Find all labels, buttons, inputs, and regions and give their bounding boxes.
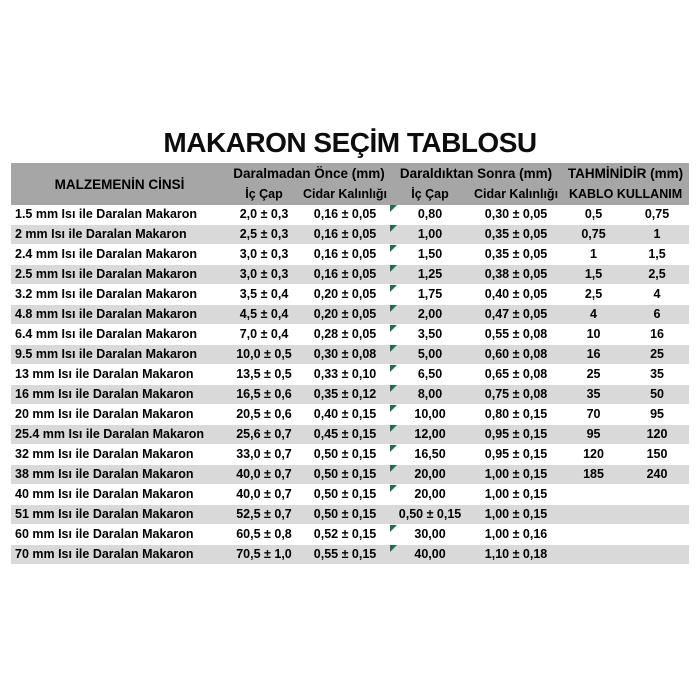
wall-thickness-after-cell: 0,38 ± 0,05 bbox=[470, 265, 562, 285]
cable-usage-min-cell: 0,5 bbox=[562, 205, 625, 225]
table-row bbox=[11, 205, 689, 225]
material-cell: 6.4 mm Isı ile Daralan Makaron bbox=[11, 325, 228, 345]
wall-thickness-before-cell: 0,50 ± 0,15 bbox=[300, 505, 390, 525]
wall-thickness-before-cell: 0,33 ± 0,10 bbox=[300, 365, 390, 385]
inner-dia-after-cell: 0,80 bbox=[390, 205, 470, 225]
wall-thickness-before-cell: 0,45 ± 0,15 bbox=[300, 425, 390, 445]
table-row bbox=[11, 365, 689, 385]
inner-dia-before-cell: 16,5 ± 0,6 bbox=[228, 385, 300, 405]
cable-usage-min-cell: 120 bbox=[562, 445, 625, 465]
inner-dia-after-cell: 10,00 bbox=[390, 405, 470, 425]
cable-usage-min-cell: 16 bbox=[562, 345, 625, 365]
wall-thickness-after-cell: 0,95 ± 0,15 bbox=[470, 445, 562, 465]
cable-usage-min-cell: 95 bbox=[562, 425, 625, 445]
wall-thickness-after-cell: 1,10 ± 0,18 bbox=[470, 545, 562, 565]
cable-usage-max-cell: 25 bbox=[625, 345, 689, 365]
inner-dia-after-cell: 40,00 bbox=[390, 545, 470, 565]
inner-dia-after-cell: 3,50 bbox=[390, 325, 470, 345]
inner-dia-after-cell: 12,00 bbox=[390, 425, 470, 445]
wall-thickness-after-cell: 0,40 ± 0,05 bbox=[470, 285, 562, 305]
cable-usage-max-cell: 2,5 bbox=[625, 265, 689, 285]
wall-thickness-before-cell: 0,52 ± 0,15 bbox=[300, 525, 390, 545]
wall-thickness-before-cell: 0,40 ± 0,15 bbox=[300, 405, 390, 425]
inner-dia-before-cell: 3,5 ± 0,4 bbox=[228, 285, 300, 305]
material-cell: 9.5 mm Isı ile Daralan Makaron bbox=[11, 345, 228, 365]
col-header-inner-dia-before: İç Çap bbox=[228, 184, 300, 205]
inner-dia-after-cell: 5,00 bbox=[390, 345, 470, 365]
table-row bbox=[11, 525, 689, 545]
cable-usage-min-cell: 25 bbox=[562, 365, 625, 385]
wall-thickness-before-cell: 0,20 ± 0,05 bbox=[300, 285, 390, 305]
inner-dia-before-cell: 10,0 ± 0,5 bbox=[228, 345, 300, 365]
cable-usage-min-cell bbox=[562, 505, 625, 525]
material-cell: 32 mm Isı ile Daralan Makaron bbox=[11, 445, 228, 465]
col-header-inner-dia-after: İç Çap bbox=[390, 184, 470, 205]
wall-thickness-after-cell: 1,00 ± 0,15 bbox=[470, 485, 562, 505]
material-cell: 38 mm Isı ile Daralan Makaron bbox=[11, 465, 228, 485]
cable-usage-max-cell: 0,75 bbox=[625, 205, 689, 225]
cable-usage-max-cell: 95 bbox=[625, 405, 689, 425]
wall-thickness-before-cell: 0,16 ± 0,05 bbox=[300, 205, 390, 225]
inner-dia-after-cell: 0,50 ± 0,15 bbox=[390, 505, 470, 525]
inner-dia-after-cell: 2,00 bbox=[390, 305, 470, 325]
inner-dia-before-cell: 3,0 ± 0,3 bbox=[228, 245, 300, 265]
makaron-selection-table bbox=[11, 163, 689, 565]
material-cell: 51 mm Isı ile Daralan Makaron bbox=[11, 505, 228, 525]
table-row bbox=[11, 485, 689, 505]
green-corner-triangle-icon bbox=[390, 285, 397, 292]
cable-usage-min-cell bbox=[562, 485, 625, 505]
cable-usage-max-cell: 6 bbox=[625, 305, 689, 325]
material-cell: 3.2 mm Isı ile Daralan Makaron bbox=[11, 285, 228, 305]
inner-dia-before-cell: 7,0 ± 0,4 bbox=[228, 325, 300, 345]
green-corner-triangle-icon bbox=[390, 225, 397, 232]
table-row bbox=[11, 345, 689, 365]
inner-dia-after-cell: 20,00 bbox=[390, 465, 470, 485]
wall-thickness-after-cell: 0,55 ± 0,08 bbox=[470, 325, 562, 345]
wall-thickness-before-cell: 0,16 ± 0,05 bbox=[300, 245, 390, 265]
green-corner-triangle-icon bbox=[390, 385, 397, 392]
col-header-material: MALZEMENİN CİNSİ bbox=[11, 163, 228, 205]
wall-thickness-after-cell: 0,35 ± 0,05 bbox=[470, 245, 562, 265]
inner-dia-after-cell: 8,00 bbox=[390, 385, 470, 405]
wall-thickness-after-cell: 1,00 ± 0,15 bbox=[470, 505, 562, 525]
inner-dia-before-cell: 33,0 ± 0,7 bbox=[228, 445, 300, 465]
green-corner-triangle-icon bbox=[390, 485, 397, 492]
col-group-after-shrink: Daraldıktan Sonra (mm) bbox=[390, 163, 562, 184]
table-body bbox=[11, 205, 689, 565]
cable-usage-max-cell bbox=[625, 485, 689, 505]
material-cell: 60 mm Isı ile Daralan Makaron bbox=[11, 525, 228, 545]
inner-dia-before-cell: 40,0 ± 0,7 bbox=[228, 465, 300, 485]
col-header-cable-usage: KABLO KULLANIM bbox=[562, 184, 689, 205]
cable-usage-max-cell: 120 bbox=[625, 425, 689, 445]
inner-dia-before-cell: 2,5 ± 0,3 bbox=[228, 225, 300, 245]
col-header-wall-thickness-before: Cidar Kalınlığı bbox=[300, 184, 390, 205]
green-corner-triangle-icon bbox=[390, 445, 397, 452]
wall-thickness-after-cell: 0,60 ± 0,08 bbox=[470, 345, 562, 365]
material-cell: 25.4 mm Isı ile Daralan Makaron bbox=[11, 425, 228, 445]
inner-dia-before-cell: 2,0 ± 0,3 bbox=[228, 205, 300, 225]
cable-usage-min-cell: 1 bbox=[562, 245, 625, 265]
inner-dia-before-cell: 25,6 ± 0,7 bbox=[228, 425, 300, 445]
material-cell: 13 mm Isı ile Daralan Makaron bbox=[11, 365, 228, 385]
table-row bbox=[11, 285, 689, 305]
table-header bbox=[11, 163, 689, 205]
wall-thickness-after-cell: 1,00 ± 0,15 bbox=[470, 465, 562, 485]
inner-dia-after-cell: 30,00 bbox=[390, 525, 470, 545]
cable-usage-min-cell bbox=[562, 525, 625, 545]
green-corner-triangle-icon bbox=[390, 305, 397, 312]
wall-thickness-after-cell: 0,65 ± 0,08 bbox=[470, 365, 562, 385]
cable-usage-max-cell: 16 bbox=[625, 325, 689, 345]
table-row bbox=[11, 385, 689, 405]
green-corner-triangle-icon bbox=[390, 545, 397, 552]
cable-usage-max-cell: 50 bbox=[625, 385, 689, 405]
wall-thickness-before-cell: 0,50 ± 0,15 bbox=[300, 445, 390, 465]
inner-dia-before-cell: 40,0 ± 0,7 bbox=[228, 485, 300, 505]
wall-thickness-after-cell: 0,30 ± 0,05 bbox=[470, 205, 562, 225]
wall-thickness-after-cell: 0,95 ± 0,15 bbox=[470, 425, 562, 445]
table-row bbox=[11, 305, 689, 325]
cable-usage-min-cell: 4 bbox=[562, 305, 625, 325]
green-corner-triangle-icon bbox=[390, 465, 397, 472]
table-row bbox=[11, 545, 689, 565]
green-corner-triangle-icon bbox=[390, 525, 397, 532]
inner-dia-after-cell: 20,00 bbox=[390, 485, 470, 505]
inner-dia-before-cell: 3,0 ± 0,3 bbox=[228, 265, 300, 285]
wall-thickness-after-cell: 0,35 ± 0,05 bbox=[470, 225, 562, 245]
cable-usage-max-cell: 1 bbox=[625, 225, 689, 245]
cable-usage-max-cell bbox=[625, 525, 689, 545]
wall-thickness-before-cell: 0,55 ± 0,15 bbox=[300, 545, 390, 565]
cable-usage-min-cell: 35 bbox=[562, 385, 625, 405]
inner-dia-after-cell: 6,50 bbox=[390, 365, 470, 385]
table-row bbox=[11, 445, 689, 465]
material-cell: 2.4 mm Isı ile Daralan Makaron bbox=[11, 245, 228, 265]
inner-dia-after-cell: 1,25 bbox=[390, 265, 470, 285]
inner-dia-after-cell: 1,50 bbox=[390, 245, 470, 265]
material-cell: 1.5 mm Isı ile Daralan Makaron bbox=[11, 205, 228, 225]
material-cell: 70 mm Isı ile Daralan Makaron bbox=[11, 545, 228, 565]
wall-thickness-before-cell: 0,20 ± 0,05 bbox=[300, 305, 390, 325]
wall-thickness-before-cell: 0,50 ± 0,15 bbox=[300, 465, 390, 485]
wall-thickness-before-cell: 0,16 ± 0,05 bbox=[300, 265, 390, 285]
cable-usage-max-cell bbox=[625, 545, 689, 565]
green-corner-triangle-icon bbox=[390, 425, 397, 432]
inner-dia-after-cell: 16,50 bbox=[390, 445, 470, 465]
table-row bbox=[11, 425, 689, 445]
page-title: MAKARON SEÇİM TABLOSU bbox=[163, 127, 537, 158]
wall-thickness-before-cell: 0,35 ± 0,12 bbox=[300, 385, 390, 405]
cable-usage-min-cell: 185 bbox=[562, 465, 625, 485]
cable-usage-max-cell: 35 bbox=[625, 365, 689, 385]
table-row bbox=[11, 265, 689, 285]
inner-dia-after-cell: 1,00 bbox=[390, 225, 470, 245]
wall-thickness-before-cell: 0,30 ± 0,08 bbox=[300, 345, 390, 365]
cable-usage-max-cell: 240 bbox=[625, 465, 689, 485]
inner-dia-before-cell: 13,5 ± 0,5 bbox=[228, 365, 300, 385]
cable-usage-min-cell: 70 bbox=[562, 405, 625, 425]
material-cell: 16 mm Isı ile Daralan Makaron bbox=[11, 385, 228, 405]
wall-thickness-after-cell: 1,00 ± 0,16 bbox=[470, 525, 562, 545]
material-cell: 2 mm Isı ile Daralan Makaron bbox=[11, 225, 228, 245]
wall-thickness-before-cell: 0,28 ± 0,05 bbox=[300, 325, 390, 345]
cable-usage-min-cell: 1,5 bbox=[562, 265, 625, 285]
material-cell: 40 mm Isı ile Daralan Makaron bbox=[11, 485, 228, 505]
table-row bbox=[11, 225, 689, 245]
inner-dia-before-cell: 70,5 ± 1,0 bbox=[228, 545, 300, 565]
wall-thickness-after-cell: 0,47 ± 0,05 bbox=[470, 305, 562, 325]
cable-usage-max-cell: 150 bbox=[625, 445, 689, 465]
inner-dia-before-cell: 60,5 ± 0,8 bbox=[228, 525, 300, 545]
cable-usage-max-cell: 4 bbox=[625, 285, 689, 305]
cable-usage-max-cell: 1,5 bbox=[625, 245, 689, 265]
green-corner-triangle-icon bbox=[390, 245, 397, 252]
col-group-estimate: TAHMİNİDİR (mm) bbox=[562, 163, 689, 184]
table-row bbox=[11, 325, 689, 345]
cable-usage-min-cell bbox=[562, 545, 625, 565]
wall-thickness-before-cell: 0,50 ± 0,15 bbox=[300, 485, 390, 505]
table-row bbox=[11, 245, 689, 265]
col-header-wall-thickness-after: Cidar Kalınlığı bbox=[470, 184, 562, 205]
material-cell: 2.5 mm Isı ile Daralan Makaron bbox=[11, 265, 228, 285]
material-cell: 20 mm Isı ile Daralan Makaron bbox=[11, 405, 228, 425]
wall-thickness-after-cell: 0,80 ± 0,15 bbox=[470, 405, 562, 425]
table-row bbox=[11, 505, 689, 525]
green-corner-triangle-icon bbox=[390, 265, 397, 272]
table-row bbox=[11, 405, 689, 425]
cable-usage-min-cell: 0,75 bbox=[562, 225, 625, 245]
inner-dia-before-cell: 20,5 ± 0,6 bbox=[228, 405, 300, 425]
inner-dia-after-cell: 1,75 bbox=[390, 285, 470, 305]
material-cell: 4.8 mm Isı ile Daralan Makaron bbox=[11, 305, 228, 325]
col-group-before-shrink: Daralmadan Önce (mm) bbox=[228, 163, 390, 184]
green-corner-triangle-icon bbox=[390, 325, 397, 332]
cable-usage-min-cell: 10 bbox=[562, 325, 625, 345]
green-corner-triangle-icon bbox=[390, 405, 397, 412]
wall-thickness-after-cell: 0,75 ± 0,08 bbox=[470, 385, 562, 405]
green-corner-triangle-icon bbox=[390, 345, 397, 352]
green-corner-triangle-icon bbox=[390, 205, 397, 212]
green-corner-triangle-icon bbox=[390, 365, 397, 372]
cable-usage-max-cell bbox=[625, 505, 689, 525]
table-row bbox=[11, 465, 689, 485]
inner-dia-before-cell: 52,5 ± 0,7 bbox=[228, 505, 300, 525]
cable-usage-min-cell: 2,5 bbox=[562, 285, 625, 305]
wall-thickness-before-cell: 0,16 ± 0,05 bbox=[300, 225, 390, 245]
inner-dia-before-cell: 4,5 ± 0,4 bbox=[228, 305, 300, 325]
